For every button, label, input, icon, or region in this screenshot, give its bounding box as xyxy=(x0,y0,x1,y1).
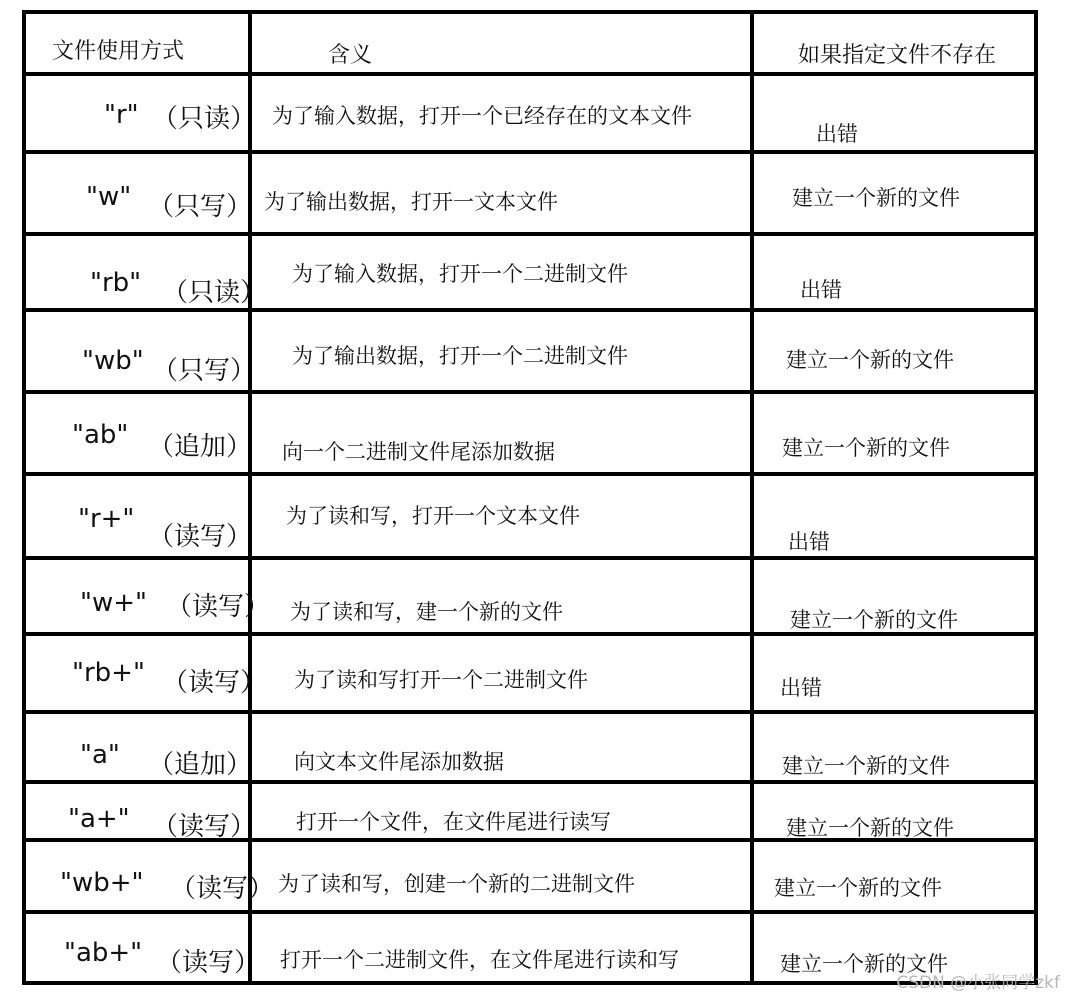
meaning-text: 向文本文件尾添加数据 xyxy=(294,750,504,774)
meaning-text: 为了读和写，打开一个文本文件 xyxy=(286,504,580,528)
mode-kind: （只写） xyxy=(148,192,253,222)
result-text: 出错 xyxy=(800,278,842,302)
result-text: 建立一个新的文件 xyxy=(790,608,958,632)
mode-kind: （只读） xyxy=(152,104,257,134)
result-text: 建立一个新的文件 xyxy=(786,816,954,840)
mode-value: "rb" xyxy=(90,268,142,298)
mode-value: "a" xyxy=(80,740,120,770)
mode-value: "w" xyxy=(86,182,132,212)
row-divider xyxy=(26,710,1034,714)
result-text: 建立一个新的文件 xyxy=(780,952,948,976)
row-divider xyxy=(26,556,1034,560)
mode-kind: （读写） xyxy=(170,874,275,904)
mode-value: "wb" xyxy=(82,346,144,376)
meaning-text: 为了输入数据，打开一个二进制文件 xyxy=(292,262,628,286)
mode-value: "a+" xyxy=(68,804,130,834)
result-text: 建立一个新的文件 xyxy=(782,436,950,460)
meaning-text: 为了读和写打开一个二进制文件 xyxy=(294,668,588,692)
header-meaning: 含义 xyxy=(328,43,373,68)
header-mode: 文件使用方式 xyxy=(52,39,185,64)
row-divider xyxy=(26,232,1034,236)
file-mode-table xyxy=(22,10,1038,985)
mode-kind: （读写） xyxy=(148,522,253,552)
mode-kind: （只写） xyxy=(152,356,257,386)
mode-value: "r" xyxy=(104,100,139,130)
header-if-missing: 如果指定文件不存在 xyxy=(798,43,997,68)
meaning-text: 打开一个文件，在文件尾进行读写 xyxy=(296,810,611,834)
mode-kind: （读写） xyxy=(156,948,261,978)
result-text: 出错 xyxy=(816,122,858,146)
result-text: 建立一个新的文件 xyxy=(786,348,954,372)
meaning-text: 为了读和写，创建一个新的二进制文件 xyxy=(278,872,635,896)
meaning-text: 向一个二进制文件尾添加数据 xyxy=(282,440,555,464)
result-text: 建立一个新的文件 xyxy=(782,754,950,778)
column-divider xyxy=(750,14,754,981)
mode-kind: （追加） xyxy=(148,750,253,780)
row-divider xyxy=(26,72,1034,76)
meaning-text: 为了输入数据，打开一个已经存在的文本文件 xyxy=(272,104,692,128)
result-text: 建立一个新的文件 xyxy=(774,876,942,900)
watermark: CSDN @小张同学zkf xyxy=(896,973,1060,993)
meaning-text: 打开一个二进制文件，在文件尾进行读和写 xyxy=(280,948,679,972)
result-text: 出错 xyxy=(788,530,830,554)
mode-value: "wb+" xyxy=(60,868,144,898)
result-text: 建立一个新的文件 xyxy=(792,186,960,210)
mode-kind: （读写） xyxy=(162,668,267,698)
result-text: 出错 xyxy=(780,676,822,700)
mode-kind: （读写） xyxy=(166,592,271,622)
row-divider xyxy=(26,472,1034,476)
mode-kind: （读写） xyxy=(152,812,257,842)
row-divider xyxy=(26,390,1034,394)
mode-kind: （追加） xyxy=(148,432,253,462)
mode-value: "ab+" xyxy=(64,938,143,968)
meaning-text: 为了输出数据，打开一文本文件 xyxy=(264,190,558,214)
meaning-text: 为了读和写，建一个新的文件 xyxy=(290,600,563,624)
mode-value: "w+" xyxy=(80,588,147,618)
mode-value: "r+" xyxy=(78,504,135,534)
meaning-text: 为了输出数据，打开一个二进制文件 xyxy=(292,344,628,368)
row-divider xyxy=(26,150,1034,154)
mode-value: "rb+" xyxy=(72,658,145,688)
row-divider xyxy=(26,910,1034,914)
mode-value: "ab" xyxy=(72,420,129,450)
mode-kind: （只读） xyxy=(162,278,267,308)
